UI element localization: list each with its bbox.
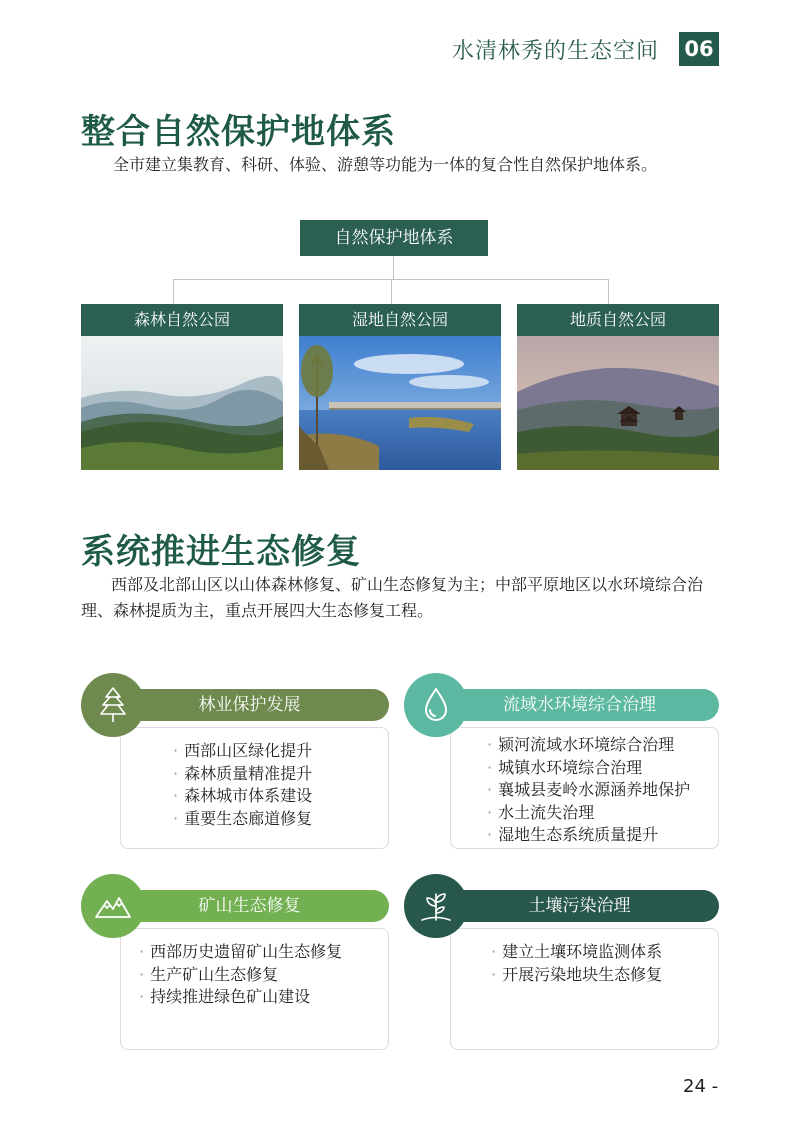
project-title-mine: 矿山生态修复 — [110, 890, 389, 922]
section-heading-protected-areas: 整合自然保护地体系 — [81, 112, 396, 152]
chapter-title: 水清林秀的生态空间 — [452, 39, 660, 64]
geology-park-photo — [517, 336, 719, 470]
tree-icon — [81, 673, 145, 737]
project-title-soil: 土壤污染治理 — [440, 890, 719, 922]
park-label-geology: 地质自然公园 — [517, 304, 719, 336]
mountain-icon — [81, 874, 145, 938]
list-item: · 水土流失治理 — [487, 802, 595, 822]
list-item: · 湿地生态系统质量提升 — [487, 825, 659, 844]
list-item: · 襄城县麦岭水源涵养地保护 — [487, 780, 691, 799]
list-item: · 森林质量精准提升 — [173, 763, 313, 783]
org-chart-root: 自然保护地体系 — [300, 220, 488, 256]
connector-line — [173, 279, 174, 304]
park-label-forest: 森林自然公园 — [81, 304, 283, 336]
section-heading-eco-restoration: 系统推进生态修复 — [81, 532, 361, 572]
project-card-mine — [120, 928, 389, 1050]
section-intro-protected-areas: 全市建立集教育、科研、体验、游憩等功能为一体的复合性自然保护地体系。 — [113, 155, 658, 174]
list-item: · 持续推进绿色矿山建设 — [139, 987, 311, 1006]
water-drop-icon — [404, 673, 468, 737]
list-item: · 颍河流域水环境综合治理 — [487, 735, 675, 754]
project-card-forestry — [120, 727, 389, 849]
chapter-number-badge: 06 — [679, 32, 719, 66]
project-title-forestry: 林业保护发展 — [110, 689, 389, 721]
section-intro-eco-restoration: 西部及北部山区以山体森林修复、矿山生态修复为主；中部平原地区以水环境综合治理、森林提质为主，重点开展四大生态修复工程。 — [81, 575, 704, 620]
project-card-soil — [450, 928, 719, 1050]
connector-line — [608, 279, 609, 304]
list-item: · 森林城市体系建设 — [173, 786, 313, 805]
list-item: · 生产矿山生态修复 — [139, 964, 279, 984]
wetland-park-photo — [299, 336, 501, 470]
page-number: 24 - — [683, 1076, 719, 1097]
list-item: · 重要生态廊道修复 — [173, 808, 313, 828]
list-item: · 建立土壤环境监测体系 — [491, 942, 663, 961]
list-item: · 城镇水环境综合治理 — [487, 757, 643, 777]
connector-line — [391, 279, 392, 304]
connector-line — [393, 256, 394, 279]
list-item: · 西部历史遗留矿山生态修复 — [139, 942, 343, 961]
list-item: · 开展污染地块生态修复 — [491, 964, 663, 984]
park-label-wetland: 湿地自然公园 — [299, 304, 501, 336]
forest-park-photo — [81, 336, 283, 470]
list-item: · 西部山区绿化提升 — [173, 741, 313, 760]
project-title-water: 流域水环境综合治理 — [440, 689, 719, 721]
project-card-water — [450, 727, 719, 849]
sprout-icon — [404, 874, 468, 938]
